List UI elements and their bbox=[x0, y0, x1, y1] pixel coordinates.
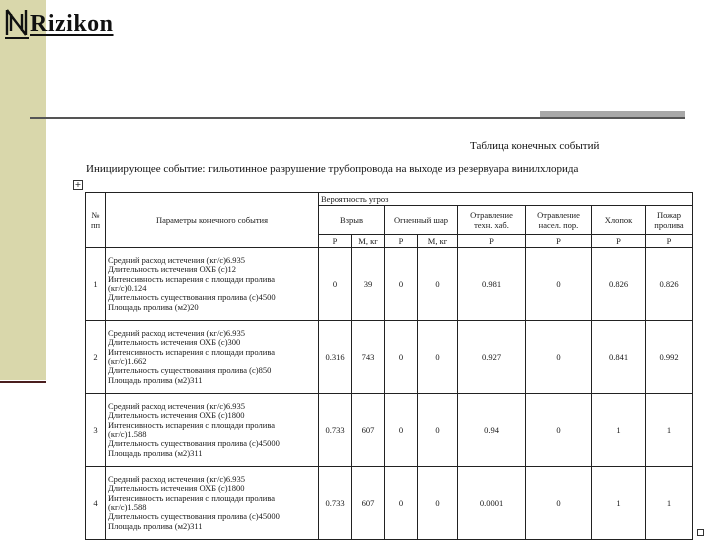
table-anchor-icon[interactable]: + bbox=[74, 180, 82, 189]
probability-cell: 1 bbox=[592, 394, 646, 467]
parameter-line: Интенсивность испарения с площади пролива bbox=[108, 273, 276, 284]
parameter-line: Длительность существования пролива (с)850 bbox=[108, 365, 272, 376]
probability-cell: 0.826 bbox=[646, 248, 693, 321]
probability-cell: 0.0001 bbox=[458, 467, 526, 540]
row-number: 3 bbox=[86, 394, 106, 467]
header-event: Отравление насел. пор. bbox=[526, 206, 592, 235]
table-row bbox=[86, 394, 693, 467]
parameter-line: Площадь пролива (м2)311 bbox=[108, 520, 203, 531]
row-parameters bbox=[106, 467, 319, 540]
parameter-line: Длительность истечения ОХБ (с)1800 bbox=[108, 483, 245, 494]
parameter-line: (кг/с)1.662 bbox=[108, 356, 147, 366]
logo-text: Rizikon bbox=[30, 10, 114, 37]
events-table bbox=[85, 192, 693, 540]
probability-cell: 0 bbox=[385, 467, 418, 540]
probability-cell: 607 bbox=[352, 394, 385, 467]
probability-cell: 0 bbox=[418, 467, 458, 540]
row-parameters bbox=[106, 321, 319, 394]
header-sub: P bbox=[646, 235, 693, 248]
probability-cell: 1 bbox=[646, 467, 693, 540]
parameter-line: Длительность существования пролива (с)4500 bbox=[108, 292, 276, 303]
probability-cell: 0.992 bbox=[646, 321, 693, 394]
probability-cell: 0 bbox=[385, 248, 418, 321]
probability-cell: 0 bbox=[385, 321, 418, 394]
parameter-line: Площадь пролива (м2)311 bbox=[108, 374, 203, 385]
logo-mark-icon bbox=[4, 8, 30, 40]
header-sub: P bbox=[458, 235, 526, 248]
probability-cell: 0 bbox=[526, 321, 592, 394]
header-sub: P bbox=[385, 235, 418, 248]
probability-cell: 607 bbox=[352, 467, 385, 540]
parameter-line: Длительность истечения ОХБ (с)12 bbox=[108, 264, 237, 275]
probability-cell: 0 bbox=[418, 248, 458, 321]
header-event: Отравление техн. хаб. bbox=[458, 206, 526, 235]
parameter-line: Длительность существования пролива (с)45000 bbox=[108, 438, 280, 449]
probability-cell: 0.826 bbox=[592, 248, 646, 321]
side-band-rule bbox=[0, 381, 46, 383]
parameter-line: Средний расход истечения (кг/с)6.935 bbox=[108, 254, 246, 265]
header-event: Огненный шар bbox=[385, 206, 458, 235]
probability-cell: 0 bbox=[526, 248, 592, 321]
row-number: 2 bbox=[86, 321, 106, 394]
header-num: № пп bbox=[86, 193, 106, 248]
probability-cell: 0.927 bbox=[458, 321, 526, 394]
table-row bbox=[86, 321, 693, 394]
header-event: Взрыв bbox=[319, 206, 385, 235]
header-rule bbox=[30, 117, 685, 119]
probability-cell: 0.316 bbox=[319, 321, 352, 394]
row-parameters bbox=[106, 248, 319, 321]
header-sub: P bbox=[592, 235, 646, 248]
row-number: 1 bbox=[86, 248, 106, 321]
probability-cell: 0 bbox=[319, 248, 352, 321]
probability-cell: 1 bbox=[592, 467, 646, 540]
probability-cell: 0.733 bbox=[319, 467, 352, 540]
parameter-line: Площадь пролива (м2)311 bbox=[108, 447, 203, 458]
header-event: Пожар пролива bbox=[646, 206, 693, 235]
header-event: Хлопок bbox=[592, 206, 646, 235]
probability-cell: 0.981 bbox=[458, 248, 526, 321]
header-sub: M, кг bbox=[352, 235, 385, 248]
parameter-line: Длительность истечения ОХБ (с)1800 bbox=[108, 410, 245, 421]
probability-cell: 0.841 bbox=[592, 321, 646, 394]
probability-cell: 0.733 bbox=[319, 394, 352, 467]
parameter-line: Интенсивность испарения с площади пролива bbox=[108, 419, 276, 430]
parameter-line: Средний расход истечения (кг/с)6.935 bbox=[108, 473, 246, 484]
parameter-line: (кг/с)1.588 bbox=[108, 502, 147, 512]
probability-cell: 0.94 bbox=[458, 394, 526, 467]
resize-handle-icon[interactable] bbox=[697, 529, 704, 536]
parameter-line: Площадь пролива (м2)20 bbox=[108, 301, 199, 312]
header-sub: P bbox=[319, 235, 352, 248]
probability-cell: 1 bbox=[646, 394, 693, 467]
probability-cell: 0 bbox=[385, 394, 418, 467]
header-sub: P bbox=[526, 235, 592, 248]
table-row bbox=[86, 248, 693, 321]
parameter-line: Средний расход истечения (кг/с)6.935 bbox=[108, 327, 246, 338]
parameter-line: Интенсивность испарения с площади пролива bbox=[108, 492, 276, 503]
probability-cell: 39 bbox=[352, 248, 385, 321]
header-params: Параметры конечного события bbox=[106, 193, 319, 248]
parameter-line: Средний расход истечения (кг/с)6.935 bbox=[108, 400, 246, 411]
side-band bbox=[0, 0, 46, 380]
document-title: Инициирующее событие: гильотинное разрушение трубопровода на выходе из резервуара винилхлорида bbox=[86, 163, 579, 175]
probability-cell: 0 bbox=[526, 467, 592, 540]
document-caption: Таблица конечных событий bbox=[470, 140, 600, 152]
header-group: Вероятность угроз bbox=[319, 193, 693, 206]
probability-cell: 743 bbox=[352, 321, 385, 394]
parameter-line: (кг/с)1.588 bbox=[108, 429, 147, 439]
probability-cell: 0 bbox=[418, 394, 458, 467]
parameter-line: (кг/с)0.124 bbox=[108, 283, 147, 293]
row-number: 4 bbox=[86, 467, 106, 540]
row-parameters bbox=[106, 394, 319, 467]
logo bbox=[4, 6, 114, 42]
table-row bbox=[86, 467, 693, 540]
parameter-line: Длительность существования пролива (с)45000 bbox=[108, 511, 280, 522]
header-sub: M, кг bbox=[418, 235, 458, 248]
parameter-line: Интенсивность испарения с площади пролива bbox=[108, 346, 276, 357]
parameter-line: Длительность истечения ОХБ (с)300 bbox=[108, 337, 241, 348]
probability-cell: 0 bbox=[526, 394, 592, 467]
probability-cell: 0 bbox=[418, 321, 458, 394]
